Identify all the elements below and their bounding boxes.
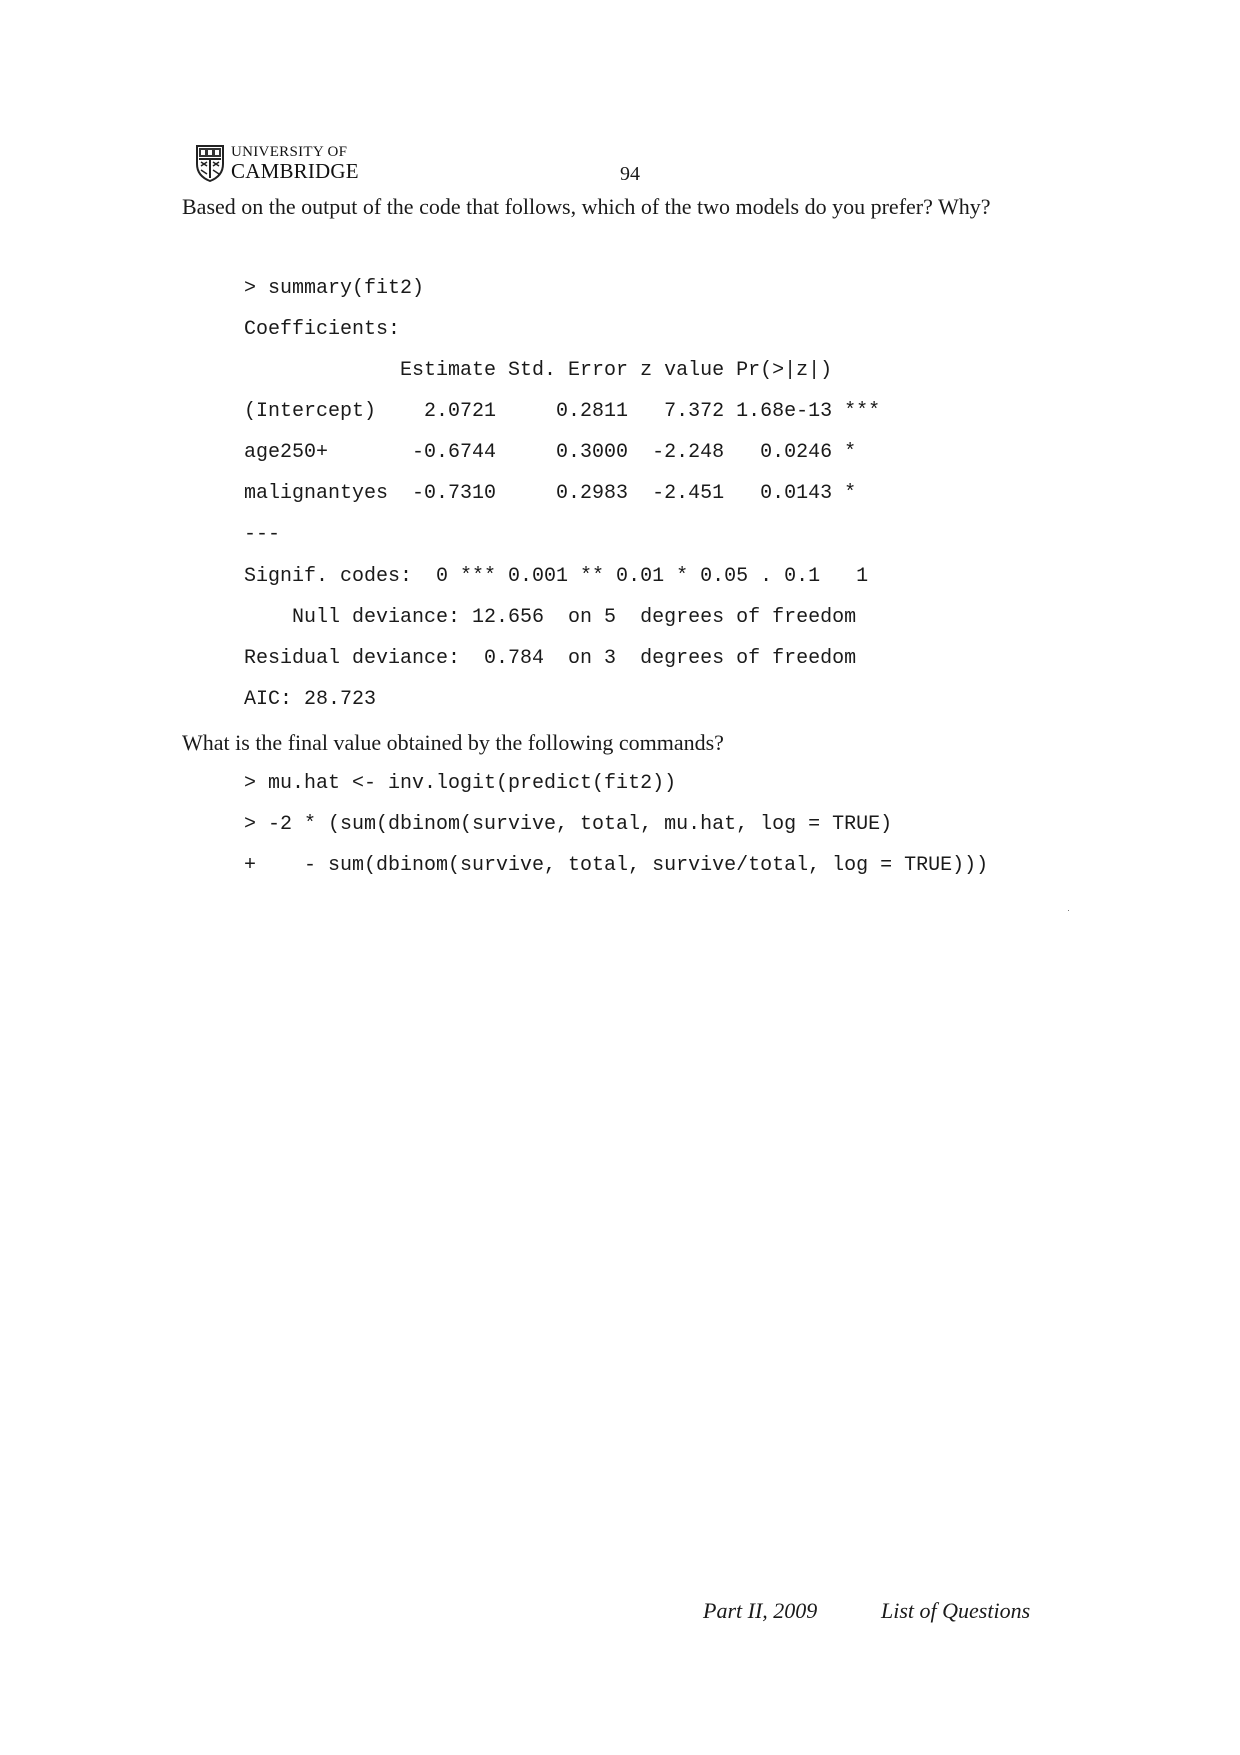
code-separator: --- <box>244 523 281 546</box>
footer-section: List of Questions <box>881 1598 1031 1623</box>
table-row-age: age250+ -0.6744 0.3000 -2.248 0.0246 * <box>244 441 857 464</box>
question-second-prompt: What is the final value obtained by the following commands? <box>182 730 724 755</box>
cambridge-crest-icon <box>195 144 225 182</box>
command-line-1: > mu.hat <- inv.logit(predict(fit2)) <box>244 772 677 795</box>
university-logo <box>195 144 359 182</box>
stray-mark <box>1068 910 1069 911</box>
question-intro: Based on the output of the code that follows, which of the two models do you prefer? Why? <box>182 194 991 219</box>
table-row-malignant: malignantyes -0.7310 0.2983 -2.451 0.0143 * <box>244 482 857 505</box>
logo-line1: UNIVERSITY OF <box>231 143 348 160</box>
logo-text <box>231 145 359 182</box>
page-number: 94 <box>620 163 640 185</box>
code-line-summary: > summary(fit2) <box>244 277 425 300</box>
footer-part: Part II, 2009 <box>703 1598 818 1623</box>
aic-value: AIC: 28.723 <box>244 688 377 711</box>
logo-line2: CAMBRIDGE <box>231 158 359 183</box>
table-row-intercept: (Intercept) 2.0721 0.2811 7.372 1.68e-13 *** <box>244 400 881 423</box>
residual-deviance: Residual deviance: 0.784 on 3 degrees of freedom <box>244 647 857 670</box>
table-header: Estimate Std. Error z value Pr(>|z|) <box>244 359 833 382</box>
code-line-coefficients: Coefficients: <box>244 318 401 341</box>
signif-codes: Signif. codes: 0 *** 0.001 ** 0.01 * 0.05 . 0.1 1 <box>244 565 869 588</box>
null-deviance: Null deviance: 12.656 on 5 degrees of freedom <box>244 606 857 629</box>
command-line-2: > -2 * (sum(dbinom(survive, total, mu.hat, log = TRUE) <box>244 813 893 836</box>
command-line-3: + - sum(dbinom(survive, total, survive/total, log = TRUE))) <box>244 854 989 877</box>
